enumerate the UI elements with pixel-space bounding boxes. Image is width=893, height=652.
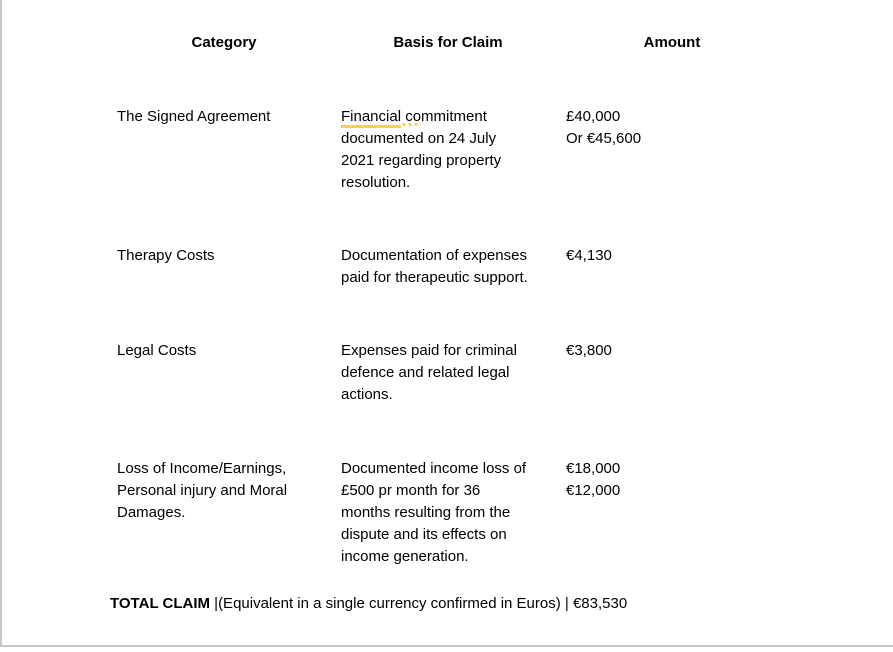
amount-cell — [566, 106, 736, 150]
category-cell — [117, 340, 327, 362]
basis-cell — [341, 458, 556, 568]
basis-text-line: Expenses paid for criminal — [341, 342, 517, 359]
basis-text-line: months resulting from the — [341, 504, 511, 521]
category-text: Legal Costs — [117, 342, 197, 359]
basis-text-line: income generation. — [341, 548, 469, 565]
column-header-amount: Amount — [643, 34, 701, 51]
basis-text-line: 2021 regarding property — [341, 152, 502, 169]
basis-text-line: paid for therapeutic support. — [341, 269, 528, 286]
amount-text-line: €3,800 — [566, 342, 612, 359]
total-claim-line — [110, 593, 627, 615]
amount-text-line: Or €45,600 — [566, 130, 642, 147]
category-cell — [117, 458, 327, 524]
total-claim-label: TOTAL CLAIM — [110, 595, 210, 612]
basis-text-line — [341, 106, 556, 128]
amount-text-line: £40,000 — [566, 108, 621, 125]
category-cell — [117, 245, 327, 267]
basis-cell — [341, 106, 556, 194]
basis-text-line: actions. — [341, 386, 393, 403]
basis-text-line: documented on 24 July — [341, 130, 497, 147]
spellcheck-underline-dotted: co — [401, 108, 422, 125]
basis-text-line: £500 pr month for 36 — [341, 482, 481, 499]
page-bottom-edge — [0, 645, 893, 647]
basis-text-line: Documented income loss of — [341, 460, 527, 477]
spellcheck-underline-solid: Financial — [341, 108, 401, 128]
amount-cell — [566, 340, 736, 362]
amount-cell — [566, 458, 736, 502]
basis-text-line: dispute and its effects on — [341, 526, 507, 543]
basis-text-line: resolution. — [341, 174, 411, 191]
basis-cell — [341, 340, 556, 406]
basis-text: mmitment — [421, 108, 487, 125]
category-text: Damages. — [117, 504, 186, 521]
column-header-category: Category — [191, 34, 257, 51]
category-text: Personal injury and Moral — [117, 482, 288, 499]
total-claim-text: |(Equivalent in a single currency confirmed in Euros) | €83,530 — [210, 595, 628, 612]
basis-cell — [341, 245, 556, 289]
column-header-basis: Basis for Claim — [393, 34, 503, 51]
category-cell — [117, 106, 327, 128]
page-left-edge — [0, 0, 2, 647]
amount-text-line: €4,130 — [566, 247, 612, 264]
category-text: The Signed Agreement — [117, 108, 271, 125]
basis-text-line: defence and related legal — [341, 364, 510, 381]
basis-text-line: Documentation of expenses — [341, 247, 527, 264]
amount-cell — [566, 245, 736, 267]
category-text: Loss of Income/Earnings, — [117, 460, 287, 477]
amount-text-line: €18,000 — [566, 460, 621, 477]
category-text: Therapy Costs — [117, 247, 215, 264]
amount-text-line: €12,000 — [566, 482, 621, 499]
